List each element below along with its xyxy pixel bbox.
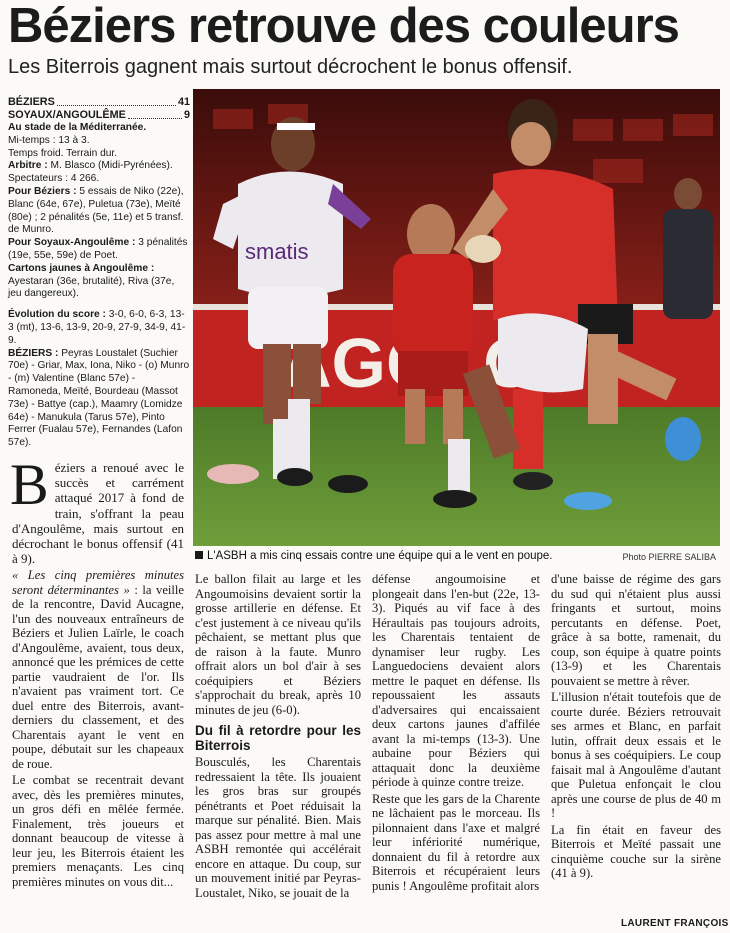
match-photo — [193, 89, 720, 546]
paragraph: Reste que les gars de la Charente ne lâchaient pas le morceau. Ils pilonnaient dans l'axe et malgré leur infériorité numérique, donnaient du fil à retordre aux Biterrois et récupéraient leurs punis ! Angoulême profitait alors — [372, 791, 540, 893]
paragraph: Bousculés, les Charentais redressaient la tête. Ils jouaient les gros bras sur groupés pénétrants et Poet réduisait la marque sur pénalité. Bien. Mais pas assez pour mettre à mal une ASBH remontée qui accélérait encore en attaque. Du coup, sur un mouvement initié par Peyras-Loustalet, Niko, se jouait de la — [195, 755, 361, 900]
photo-credit: Photo PIERRE SALIBA — [622, 552, 716, 562]
match-sheet — [8, 96, 190, 450]
score-away — [8, 109, 190, 122]
caption-text: L'ASBH a mis cinq essais contre une équipe qui a le vent en poupe. — [207, 550, 553, 562]
dot-leader — [57, 96, 176, 106]
referee: Arbitre : M. Blasco (Midi-Pyrénées). — [8, 160, 173, 172]
team-lineup: BÉZIERS : Peyras Loustalet (Suchier 70e) - Griar, Max, Iona, Niko - (o) Munro - (m) Valentine (Blanc 57e) - Ramoneda, Meïté, Bourdeau (Massot 73e) - Battye (cap.), Maamry (Lomidze 64e) - Manukula (Tarus 57e), Pinto Ferrer (Fualau 57e), Fernandes (Lafon 57e). — [8, 347, 190, 449]
author-signature: LAURENT FRANÇOIS — [621, 918, 729, 929]
article-column-3 — [372, 572, 540, 895]
score-away-value: 9 — [183, 109, 190, 121]
score-home-value: 41 — [177, 96, 190, 108]
paragraph: « Les cinq premières minutes seront déterminantes » : la veille de la rencontre, David Aucagne, l'un des nouveaux entraîneurs de Béziers et Julien Laïrle, le coach d'Angoulême, avaient, tous deux, annoncé que les prémices de cette partie vaudraient de l'or. Ils n'avaient pas vraiment tort. Ce duel entre des Biterrois, avant-derniers du classement, et des Charentais ayant le vent en poupe, débutait sur les chapeaux de roue. — [12, 568, 184, 771]
stadium: Au stade de la Méditerranée. — [8, 122, 147, 133]
rugby-ball — [465, 235, 501, 263]
paragraph: L'illusion n'était toutefois que de courte durée. Béziers retrouvait ses armes et Blanc, en parfait lutin, offrait deux essais et le bonus à ses coéquipiers. Le coup faisait mal à Angoulême d'autant que Puletua enfonçait le clou après une course de plus de 40 m ! — [551, 690, 721, 820]
scorers-soyaux: Pour Soyaux-Angoulême : 3 pénalités (19e, 55e, 59e) de Poet. — [8, 237, 188, 261]
jersey-sponsor-text: smatis — [245, 239, 309, 264]
paragraph: Le combat se recentrait devant avec, dès les premières minutes, un gros défi en mêlée fermée. Finalement, très joueurs et donnant beaucoup de vitesse à leur jeu, les Biterrois étaient les premiers menaçants. Les cinq premières minutes on vous dit... — [12, 773, 184, 889]
halftime: Mi-temps : 13 à 3. — [8, 134, 90, 146]
article-column-2 — [195, 572, 361, 902]
headline: Béziers retrouve des couleurs — [8, 0, 679, 53]
photo-caption — [195, 548, 720, 564]
rugby-action-image — [193, 89, 720, 546]
section-subtitle: Du fil à retordre pour les Biterrois — [195, 723, 361, 753]
paragraph: défense angoumoisine et plongeait dans l'en-but (22e, 13-3). Piqués au vif face à des Héraultais pas toujours adroits, les Charentais tentaient de dynamiser leur rugby. Les Languedociens devaient alors mettre le paquet en défense. Ils repoussaient les assauts d'adversaires qui encaissaient deux cartons jaunes d'affilée avant la mi-temps (13-3). Une aubaine pour Béziers qui attaquait donc la deuxième période à quinze contre treize. — [372, 572, 540, 789]
paragraph: Le ballon filait au large et les Angoumoisins devaient sortir la grosse artillerie en défense. Et c'est justement à ce niveau qu'ils pêchaient, se mettant plus que de raison à la faute. Munro offrait alors un bol d'air à ses coéquipiers et Béziers s'approchait du break, après 10 minutes de jeu (6-0). — [195, 572, 361, 717]
article-column-4 — [551, 572, 721, 883]
team-home: BÉZIERS — [8, 96, 55, 108]
score-evolution: Évolution du score : 3-0, 6-0, 6-3, 13-3 (mt), 13-6, 13-9, 20-9, 27-9, 34-9, 41-9. — [8, 309, 186, 346]
team-away: SOYAUX/ANGOULÊME — [8, 109, 126, 121]
quote: « Les cinq premières minutes seront déterminantes » — [12, 568, 184, 597]
paragraph: d'une baisse de régime des gars du sud qui n'étaient plus aussi fringants et surtout, moins percutants en défense. Poet, grâce à sa botte, ramenait, du coup, son équipe à quatre points (13-9) et les Charentais pouvaient se mettre à rêver. — [551, 572, 721, 688]
paragraph: La fin était en faveur des Biterrois et Meïté passait une cinquième couche sur la sirène (41 à 9). — [551, 822, 721, 880]
weather: Temps froid. Terrain dur. — [8, 147, 118, 159]
yellow-cards: Cartons jaunes à Angoulême : Ayestaran (36e, brutalité), Riva (37e, jeu dangereux). — [8, 262, 175, 300]
drop-cap: B — [10, 452, 49, 517]
scorers-beziers: Pour Béziers : 5 essais de Niko (22e), Blanc (64e, 67e), Puletua (73e), Meïté (80e) ; 2 pénalités (5e, 11e) et 5 transf. de Munro. — [8, 185, 184, 236]
score-home — [8, 96, 190, 109]
lead-paragraph: Béziers a renoué avec le succès et carrément attaqué 2017 à fond de train, s'offrant la peau d'Angoulême, mais surtout en décrochant le bonus offensif (41 à 9). — [10, 452, 184, 567]
article-column-1 — [10, 452, 184, 891]
dot-leader — [128, 109, 182, 119]
subheadline: Les Biterrois gagnent mais surtout décrochent le bonus offensif. — [8, 56, 573, 78]
spectators: Spectateurs : 4 266. — [8, 173, 100, 185]
caption-bullet-icon — [195, 551, 203, 559]
